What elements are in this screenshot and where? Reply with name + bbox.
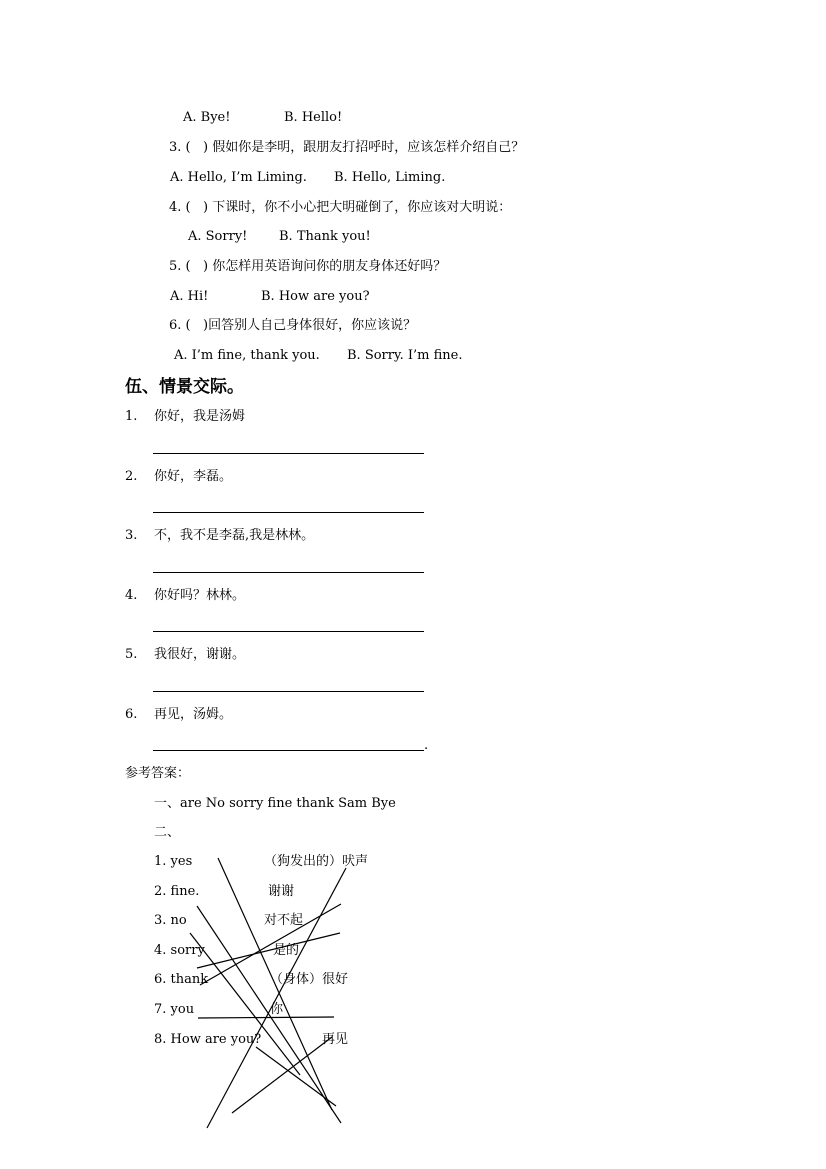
q5-option-a: A. Hi! (170, 289, 209, 304)
match-right-word: 你 (270, 1002, 284, 1017)
q2-option-b: B. Hello! (284, 110, 343, 125)
q4-prompt: 4. ( ) 下课时，你不小心把大明碰倒了，你应该对大明说： (169, 200, 512, 215)
item-text: 不，我不是李磊,我是林林。 (154, 528, 315, 543)
q3-prompt: 3. ( ) 假如你是李明，跟朋友打招呼时，应该怎样介绍自己？ (169, 140, 525, 155)
q5-prompt: 5. ( ) 你怎样用英语询问你的朋友身体还好吗？ (169, 259, 447, 274)
match-left-word: 6. thank (154, 972, 209, 987)
q6-option-b: B. Sorry. I’m fine. (347, 348, 463, 363)
item-text: 你好，我是汤姆 (154, 409, 246, 424)
answers-part1: 一、are No sorry fine thank Sam Bye (154, 796, 396, 811)
item-text: 你好，李磊。 (154, 469, 233, 484)
match-right-word: 对不起 (264, 913, 304, 928)
q4-option-b: B. Thank you! (279, 229, 371, 244)
item-number: 6. (125, 707, 138, 722)
q6-option-a: A. I’m fine, thank you. (174, 348, 320, 363)
item-number: 4. (125, 588, 138, 603)
match-left-word: 1. yes (154, 854, 193, 869)
match-left-word: 3. no (154, 913, 187, 928)
match-left-word: 2. fine. (154, 884, 200, 899)
item-text: 再见，汤姆。 (154, 707, 233, 722)
match-line (198, 1017, 334, 1018)
q6-prompt: 6. ( )回答别人自己身体很好，你应该说？ (169, 318, 417, 333)
item-number: 3. (125, 528, 138, 543)
match-right-word: 是的 (273, 943, 300, 958)
item-number: 1. (125, 409, 138, 424)
match-left-word: 4. sorry (154, 943, 205, 958)
match-left-word: 8. How are you? (154, 1032, 262, 1047)
match-left-word: 7. you (154, 1002, 195, 1017)
match-line (207, 868, 349, 1128)
q2-option-a: A. Bye! (183, 110, 231, 125)
answers-part2-label: 二、 (154, 825, 181, 840)
match-line (232, 1037, 332, 1113)
item-number: 2. (125, 469, 138, 484)
item-text: 我很好，谢谢。 (154, 647, 246, 662)
item-number: 5. (125, 647, 138, 662)
q3-option-b: B. Hello, Liming. (334, 170, 446, 185)
match-right-word: 再见 (322, 1032, 349, 1047)
line-end-period: . (424, 738, 429, 753)
match-right-word: （身体）很好 (270, 972, 349, 987)
answers-title: 参考答案： (125, 766, 191, 781)
item-text: 你好吗？林林。 (154, 588, 246, 603)
q5-option-b: B. How are you? (261, 289, 370, 304)
match-line (218, 858, 332, 1110)
q3-option-a: A. Hello, I’m Liming. (170, 170, 307, 185)
section5-title: 伍、情景交际。 (125, 377, 244, 397)
q4-option-a: A. Sorry! (188, 229, 248, 244)
match-right-word: （狗发出的）吠声 (264, 854, 369, 869)
match-right-word: 谢谢 (268, 884, 295, 899)
